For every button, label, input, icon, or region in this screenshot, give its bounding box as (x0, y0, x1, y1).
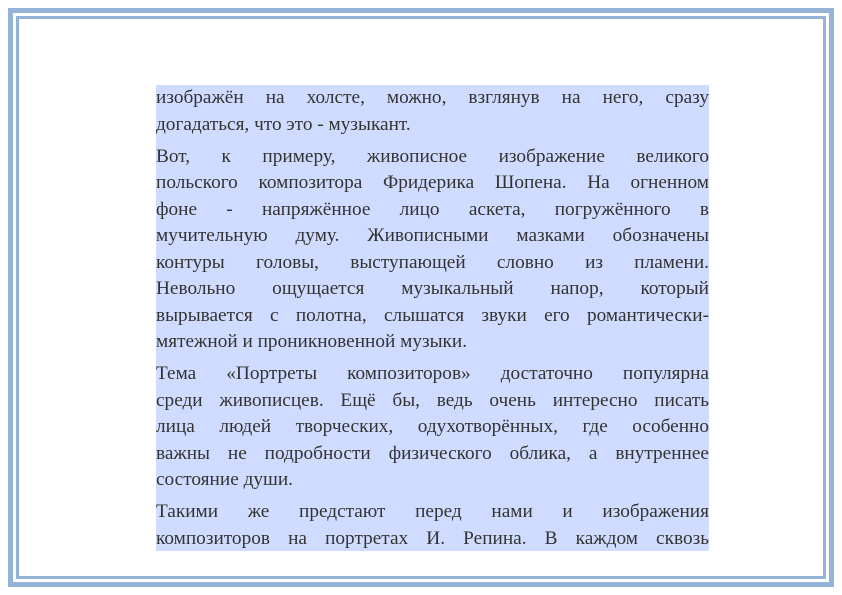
text-line: состояние души. (156, 469, 294, 490)
text-line: вырывается с полотна, слышатся звуки его романтически- (156, 304, 709, 326)
paragraph (156, 144, 709, 356)
text-line: польского композитора Фридерика Шопена. На огненном (156, 172, 709, 193)
paragraph (156, 499, 709, 551)
text-line: Вот, к примеру, живописное изображение великого (156, 145, 709, 167)
text-line: фоне - напряжённое лицо аскета, погружённого в (156, 198, 709, 220)
text-line: мучительную думу. Живописными мазками обозначены (156, 225, 709, 246)
text-line: изображён на холсте, можно, взглянув на него, сразу (156, 87, 709, 108)
text-line: Тема «Портреты композиторов» достаточно популярна (156, 363, 709, 384)
text-line: контуры головы, выступающей словно из пламени. (156, 251, 709, 273)
text-line: Невольно ощущается музыкальный напор, который (156, 278, 709, 299)
paragraph (156, 85, 709, 138)
text-line: Такими же предстают перед нами и изображения (156, 501, 709, 522)
text-line: среди живописцев. Ещё бы, ведь очень интересно писать (156, 389, 709, 411)
paragraph (156, 361, 709, 494)
text-line: лица людей творческих, одухотворённых, где особенно (156, 416, 709, 437)
text-line: мятежной и проникновенной музыки. (156, 331, 468, 352)
text-line: догадаться, что это - музыкант. (156, 113, 411, 135)
text-line: важны не подробности физического облика, а внутреннее (156, 442, 709, 464)
paragraphs-container (156, 85, 709, 551)
text-line: композиторов на портретах И. Репина. В каждом сквозь (156, 527, 709, 549)
text-highlight-block (156, 85, 709, 551)
